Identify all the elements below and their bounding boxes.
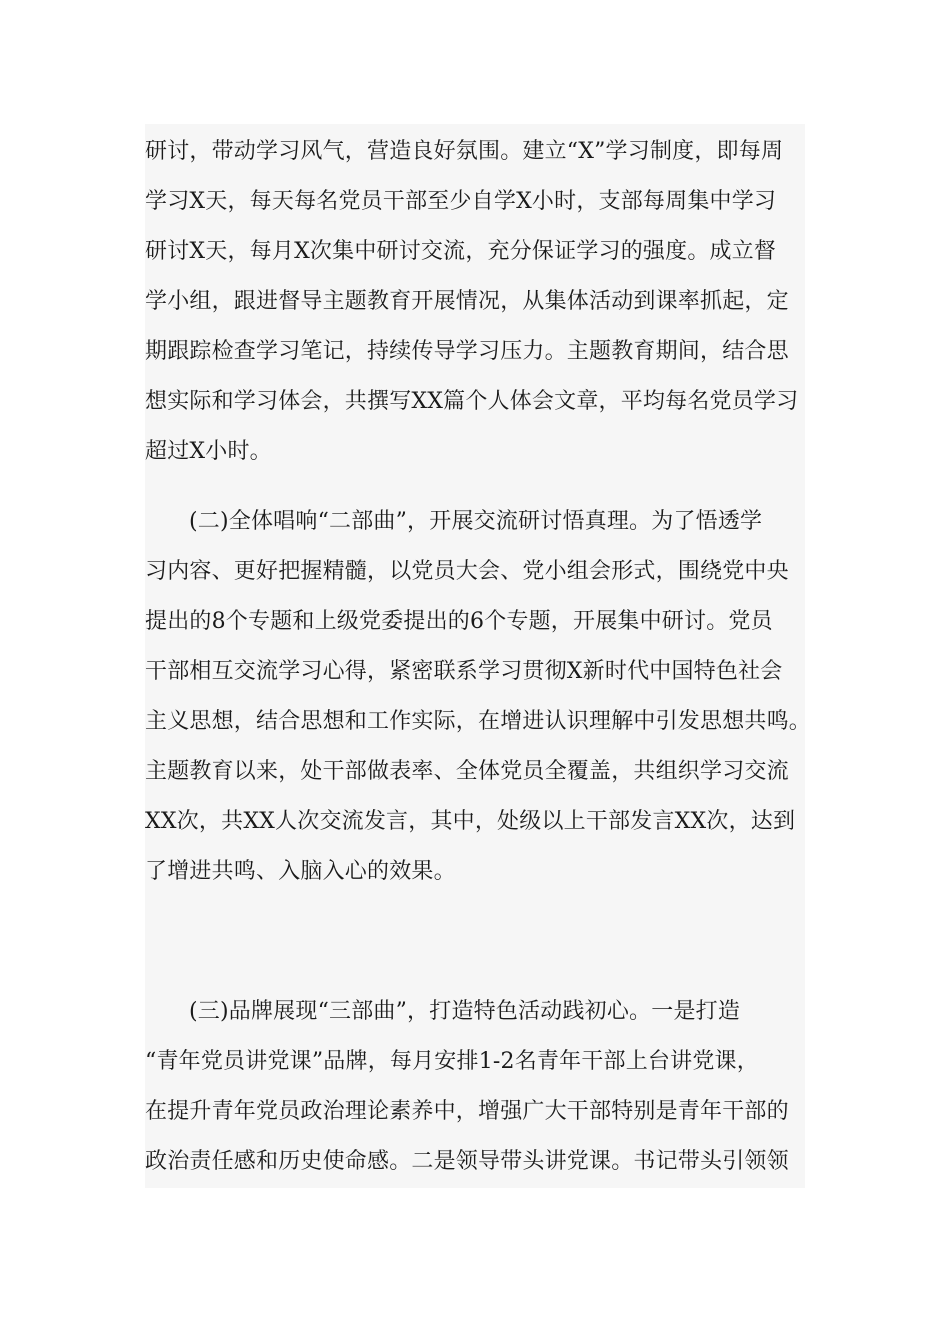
paragraph-block-1 <box>145 124 805 478</box>
paragraph-heading-line: (三)品牌展现“三部曲”，打造特色活动践初心。一是打造 <box>189 999 741 1024</box>
text-line: 研讨X天，每月X次集中研讨交流，充分保证学习的强度。成立督 <box>145 239 777 264</box>
text-line: 想实际和学习体会，共撰写XX篇个人体会文章，平均每名党员学习 <box>145 389 799 414</box>
text-line: 期跟踪检查学习笔记，持续传导学习压力。主题教育期间，结合思 <box>145 339 789 364</box>
paragraph-block-3 <box>145 998 805 1188</box>
text-line: 了增进共鸣、入脑入心的效果。 <box>145 859 456 884</box>
paragraph-block-2 <box>145 478 812 998</box>
text-line: “青年党员讲党课”品牌，每月安排1-2名青年干部上台讲党课， <box>145 1049 759 1074</box>
text-line: 主义思想，结合思想和工作实际，在增进认识理解中引发思想共鸣。 <box>145 709 812 734</box>
text-line: 研讨，带动学习风气，营造良好氛围。建立“X”学习制度，即每周 <box>145 139 784 164</box>
text-line: 政治责任感和历史使命感。二是领导带头讲党课。书记带头引领领 <box>145 1149 789 1174</box>
text-line: 学小组，跟进督导主题教育开展情况，从集体活动到课率抓起，定 <box>145 289 789 314</box>
text-line: XX次，共XX人次交流发言，其中，处级以上干部发言XX次，达到 <box>145 809 796 834</box>
text-line: 主题教育以来，处干部做表率、全体党员全覆盖，共组织学习交流 <box>145 759 789 784</box>
text-line: 习内容、更好把握精髓，以党员大会、党小组会形式，围绕党中央 <box>145 559 789 584</box>
text-line: 在提升青年党员政治理论素养中，增强广大干部特别是青年干部的 <box>145 1099 789 1124</box>
paragraph-heading-line: (二)全体唱响“二部曲”，开展交流研讨悟真理。为了悟透学 <box>189 509 763 534</box>
text-line: 提出的8个专题和上级党委提出的6个专题，开展集中研讨。党员 <box>145 609 773 634</box>
text-line: 干部相互交流学习心得，紧密联系学习贯彻X新时代中国特色社会 <box>145 659 783 684</box>
text-line: 学习X天，每天每名党员干部至少自学X小时，支部每周集中学习 <box>145 189 777 214</box>
text-line: 超过X小时。 <box>145 439 272 464</box>
